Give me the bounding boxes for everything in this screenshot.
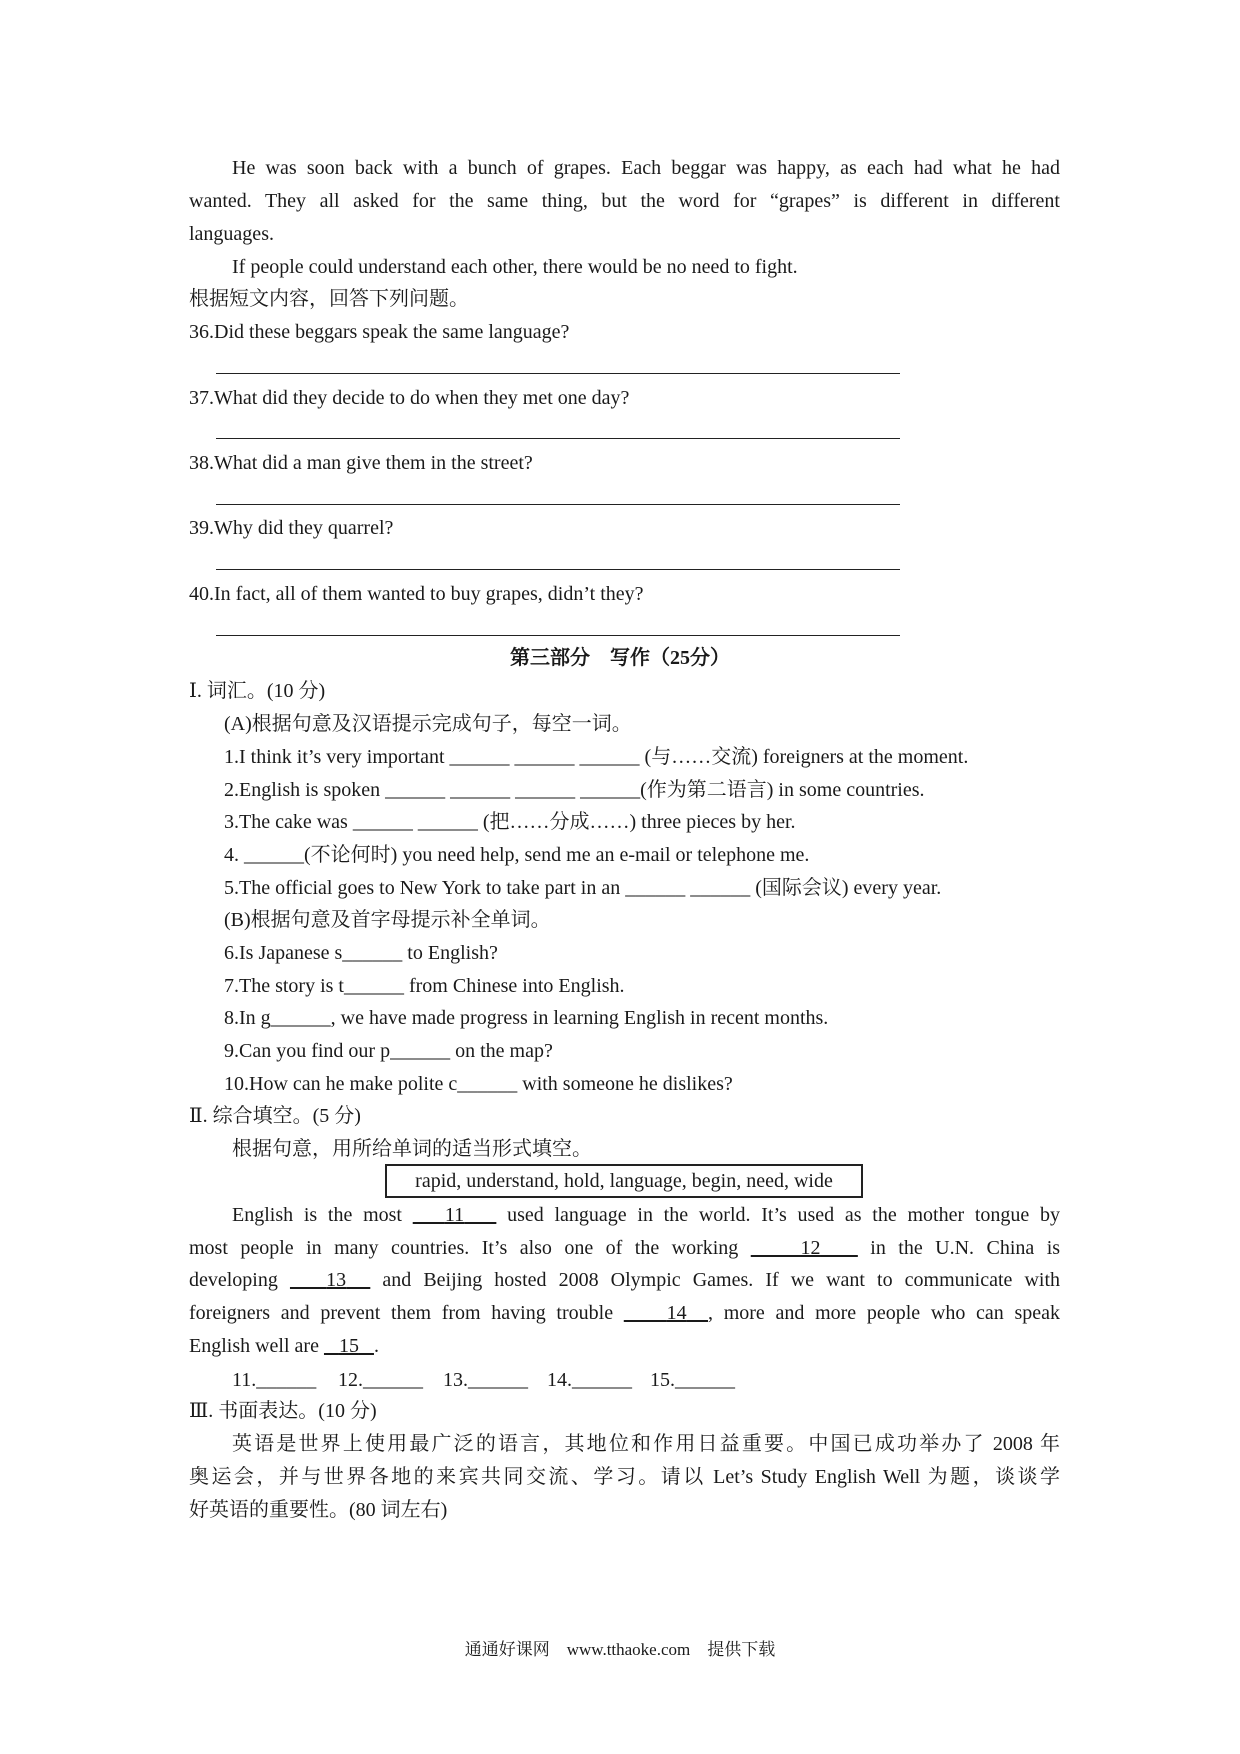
cloze-line-5 [189,1334,379,1358]
cloze-text: , more and more people who can speak [708,1302,1061,1324]
answer-slot-14[interactable]: 14.______ [547,1369,632,1391]
vocab-b6: 6.Is Japanese s______ to English? [224,942,498,964]
cloze-text: used language in the world. It’s used as the mother tongue by [507,1204,1061,1226]
writing-prompt-line: 英语是世界上使用最广泛的语言，其地位和作用日益重要。中国已成功举办了 2008 年 [232,1433,1060,1455]
word-bank-box: rapid, understand, hold, language, begin, need, wide [385,1164,863,1198]
vocab-b10: 10.How can he make polite c______ with someone he dislikes? [224,1073,733,1095]
cloze-blank-label: 11 [444,1204,465,1226]
answer-line-36[interactable] [216,373,900,374]
answer-line-40[interactable] [216,635,900,636]
vocab-heading: Ⅰ. 词汇。(10 分) [189,680,326,702]
cloze-line-2 [189,1236,1060,1260]
vocab-b8: 8.In g______, we have made progress in learning English in recent months. [224,1007,829,1029]
section-b-instruction: (B)根据句意及首字母提示补全单词。 [224,909,551,931]
vocab-a4: 4. ______(不论何时) you need help, send me an e-mail or telephone me. [224,844,810,866]
cloze-blank-13[interactable] [290,1269,370,1291]
writing-prompt-line: 好英语的重要性。(80 词左右) [189,1499,448,1521]
cloze-blank-15[interactable] [324,1335,374,1357]
page-footer: 通通好课网 www.tthaoke.com 提供下载 [464,1640,776,1659]
question-39: 39.Why did they quarrel? [189,517,394,539]
vocab-a5: 5.The official goes to New York to take part in an ______ ______ (国际会议) every year. [224,877,942,899]
cloze-text: English is the most [232,1204,402,1226]
answer-slot-11[interactable]: 11.______ [232,1369,317,1391]
answer-line-38[interactable] [216,504,900,505]
passage-line: If people could understand each other, there would be no need to fight. [232,256,798,278]
cloze-text: . [373,1335,379,1357]
cloze-heading: Ⅱ. 综合填空。(5 分) [189,1105,361,1127]
cloze-text: most people in many countries. It’s also one of the working [189,1237,739,1259]
cloze-blank-12[interactable] [751,1237,858,1259]
answer-slot-15[interactable]: 15.______ [650,1369,735,1391]
vocab-a3: 3.The cake was ______ ______ (把……分成……) three pieces by her. [224,811,796,833]
cloze-blank-11[interactable] [413,1204,497,1226]
cloze-line-1 [232,1203,1060,1227]
cloze-blank-label: 14 [666,1302,687,1324]
cloze-line-4 [189,1301,1060,1325]
answer-slot-13[interactable]: 13.______ [443,1369,528,1391]
cloze-text: developing [189,1269,278,1291]
question-36: 36.Did these beggars speak the same language? [189,321,570,343]
vocab-b9: 9.Can you find our p______ on the map? [224,1040,553,1062]
part3-title: 第三部分 写作（25分） [510,647,730,669]
reading-instruction: 根据短文内容，回答下列问题。 [189,288,469,310]
cloze-blank-label: 15 [338,1335,359,1357]
cloze-blank-14[interactable] [624,1302,708,1324]
writing-heading: Ⅲ. 书面表达。(10 分) [189,1400,377,1422]
answer-line-37[interactable] [216,438,900,439]
cloze-text: English well are [189,1335,319,1357]
cloze-blank-label: 13 [326,1269,347,1291]
answer-slot-12[interactable]: 12.______ [338,1369,423,1391]
question-40: 40.In fact, all of them wanted to buy grapes, didn’t they? [189,583,644,605]
section-a-instruction: (A)根据句意及汉语提示完成句子，每空一词。 [224,713,632,735]
writing-prompt-line: 奥运会，并与世界各地的来宾共同交流、学习。请以 Let’s Study English Well 为题，谈谈学 [189,1466,1060,1488]
question-37: 37.What did they decide to do when they met one day? [189,387,630,409]
cloze-instruction: 根据句意，用所给单词的适当形式填空。 [232,1138,592,1160]
vocab-a1: 1.I think it’s very important ______ ______ ______ (与……交流) foreigners at the moment. [224,746,969,768]
cloze-text: and Beijing hosted 2008 Olympic Games. If we want to communicate with [382,1269,1061,1291]
passage-line: languages. [189,223,274,245]
cloze-text: foreigners and prevent them from having trouble [189,1302,614,1324]
question-38: 38.What did a man give them in the street? [189,452,533,474]
cloze-blank-label: 12 [800,1237,821,1259]
cloze-line-3 [189,1268,1060,1292]
vocab-a2: 2.English is spoken ______ ______ ______ ______(作为第二语言) in some countries. [224,779,925,801]
passage-line: wanted. They all asked for the same thing, but the word for “grapes” is different in different [189,190,1060,212]
cloze-blank-14-group [624,1302,1060,1324]
answer-line-39[interactable] [216,569,900,570]
passage-line: He was soon back with a bunch of grapes. Each beggar was happy, as each had what he had [232,157,1060,179]
cloze-text: in the U.N. China is [870,1237,1061,1259]
vocab-b7: 7.The story is t______ from Chinese into English. [224,975,625,997]
